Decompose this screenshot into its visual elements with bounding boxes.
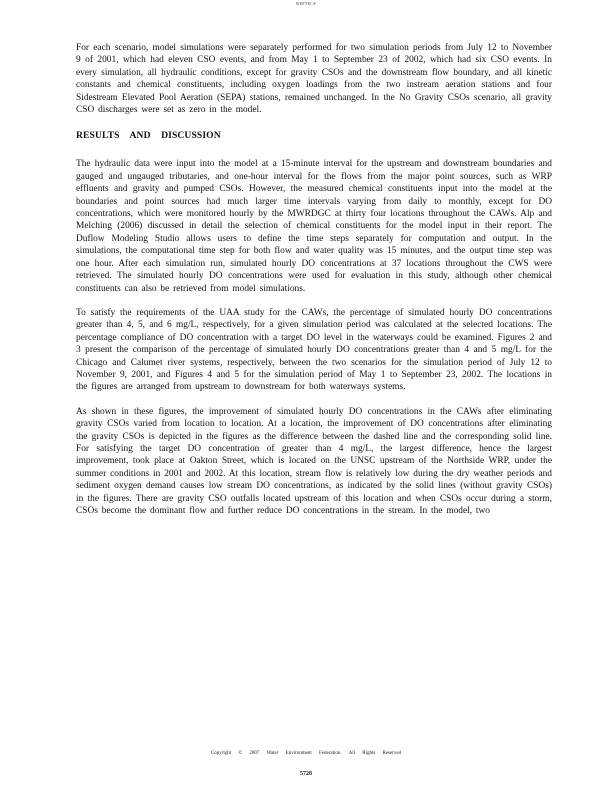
paragraph-simulation-scenarios: For each scenario, model simulations were separately performed for two simulation periods from July 12 to November 9 of 2001, which had eleven CSO events, and from May 1 to September 23 of 2002, which had six CSO events. In every simulation, all hydraulic conditions, except for gravity CSOs and the downstream flow boundary, and all kinetic constants and chemical constituents, including oxygen loadings from the two instream aeration stations and four Sidestream Elevated Pool Aeration (SEPA) stations, remained unchanged. In the No Gravity CSOs scenario, all gravity CSO discharges were set as zero in the model. xyxy=(76,43,552,116)
paragraph-do-improvement: As shown in these figures, the improvement of simulated hourly DO concentrations in the CAWs after eliminating gravity CSOs varied from location to location. At a location, the improvement of DO concentrations after eliminating the gravity CSOs is depicted in the figures as the difference between the dashed line and the corresponding solid line. For satisfying the target DO concentration of greater than 4 mg/L, the largest difference, hence the largest improvement, took place at Oakton Street, which is located on the UNSC upstream of the Northside WRP, under the summer conditions in 2001 and 2002. At this location, stream flow is relatively low during the dry weather periods and sediment oxygen demand causes low stream DO concentrations, as indicated by the solid lines (without gravity CSOs) in the figures. There are gravity CSO outfalls located upstream of this location and when CSOs occur during a storm, CSOs become the dominant flow and further reduce DO concentrations in the stream. In the model, two xyxy=(76,406,552,516)
paragraph-hydraulic-data: The hydraulic data were input into the model at a 15-minute interval for the upstream and downstream boundaries and gauged and ungauged tributaries, and one-hour interval for the flows from the major point sources, such as WRP effluents and gravity and pumped CSOs. However, the measured chemical constituents input into the model at the boundaries and point sources had much larger time intervals varying from daily to monthly, except for DO concentrations, which were monitored hourly by the MWRDGC at thirty four locations throughout the CAWs. Alp and Melching (2006) discussed in detail the selection of chemical constituents for the model input in their report. The Duflow Modeling Studio allows users to define the time steps separately for computation and output. In the simulations, the computational time step for both flow and water quality was 15 minutes, and the output time step was one hour. After each simulation run, simulated hourly DO concentrations at 37 locations throughout the CWS were retrieved. The simulated hourly DO concentrations were used for evaluation in this study, although other chemical constituents can also be retrieved from model simulations. xyxy=(76,159,552,294)
section-heading-results: RESULTS AND DISCUSSION xyxy=(76,130,221,142)
journal-header-mark: WEFTEC® xyxy=(295,1,317,6)
copyright-notice: Copyright © 2007 Water Environment Federation. All Rights Reserved xyxy=(210,751,402,756)
paragraph-uaa-requirements: To satisfy the requirements of the UAA study for the CAWs, the percentage of simulated hourly DO concentrations greater than 4, 5, and 6 mg/L, respectively, for a given simulation period was calculated at the selected locations. The percentage compliance of DO concentration with a target DO level in the waterways could be examined. Figures 2 and 3 present the comparison of the percentage of simulated hourly DO concentrations greater than 4 and 5 mg/L for the Chicago and Calumet river systems, respectively, between the two scenarios for the simulation period of July 12 to November 9, 2001, and Figures 4 and 5 for the simulation period of May 1 to September 23, 2002. The locations in the figures are arranged from upstream to downstream for both waterways systems. xyxy=(76,307,552,393)
page-body xyxy=(76,42,552,517)
page-number: 5728 xyxy=(300,771,312,777)
